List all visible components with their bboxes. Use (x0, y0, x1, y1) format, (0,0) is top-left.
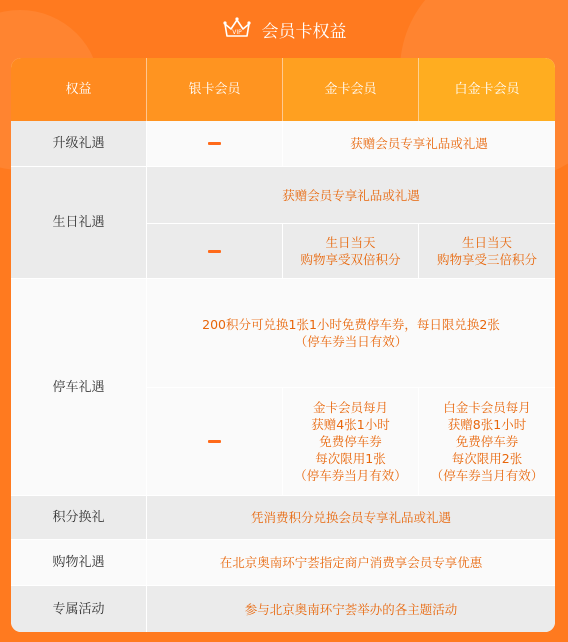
shopping-all: 在北京奥南环宁荟指定商户消费享会员专享优惠 (147, 540, 555, 585)
header-platinum: 白金卡会员 (419, 58, 555, 121)
row-label-birthday: 生日礼遇 (11, 167, 146, 278)
page-title: 会员卡权益 (261, 21, 347, 42)
header-benefit: 权益 (11, 58, 147, 121)
row-label-parking: 停车礼遇 (11, 279, 146, 495)
upgrade-silver-none (147, 121, 282, 166)
vip-crown-icon (222, 16, 252, 42)
birthday-gold: 生日当天 购物享受双倍积分 (283, 224, 418, 278)
points-all: 凭消费积分兑换会员专享礼品或礼遇 (147, 496, 555, 539)
page-header (0, 0, 568, 58)
vip-badge-text: VIP (231, 29, 242, 36)
parking-gold: 金卡会员每月 获赠4张1小时 免费停车券 每次限用1张 （停车券当月有效） (283, 388, 418, 495)
events-all: 参与北京奥南环宁荟举办的各主题活动 (147, 586, 555, 632)
header-silver: 银卡会员 (147, 58, 283, 121)
parking-platinum: 白金卡会员每月 获赠8张1小时 免费停车券 每次限用2张 （停车券当月有效） (419, 388, 555, 495)
header-gold: 金卡会员 (283, 58, 419, 121)
row-label-upgrade: 升级礼遇 (11, 121, 146, 166)
parking-silver-none (147, 388, 282, 495)
benefits-table (11, 58, 555, 632)
birthday-all: 获赠会员专享礼品或礼遇 (147, 167, 555, 223)
dash-icon (208, 142, 221, 145)
dash-icon (208, 250, 221, 253)
birthday-silver-none (147, 224, 282, 278)
row-label-shopping: 购物礼遇 (11, 540, 146, 585)
row-label-points: 积分换礼 (11, 496, 146, 539)
parking-all: 200积分可兑换1张1小时免费停车券，每日限兑换2张 （停车券当日有效） (147, 279, 555, 387)
dash-icon (208, 440, 221, 443)
birthday-platinum: 生日当天 购物享受三倍积分 (419, 224, 555, 278)
upgrade-gold-platinum: 获赠会员专享礼品或礼遇 (283, 121, 555, 166)
row-label-events: 专属活动 (11, 586, 146, 632)
